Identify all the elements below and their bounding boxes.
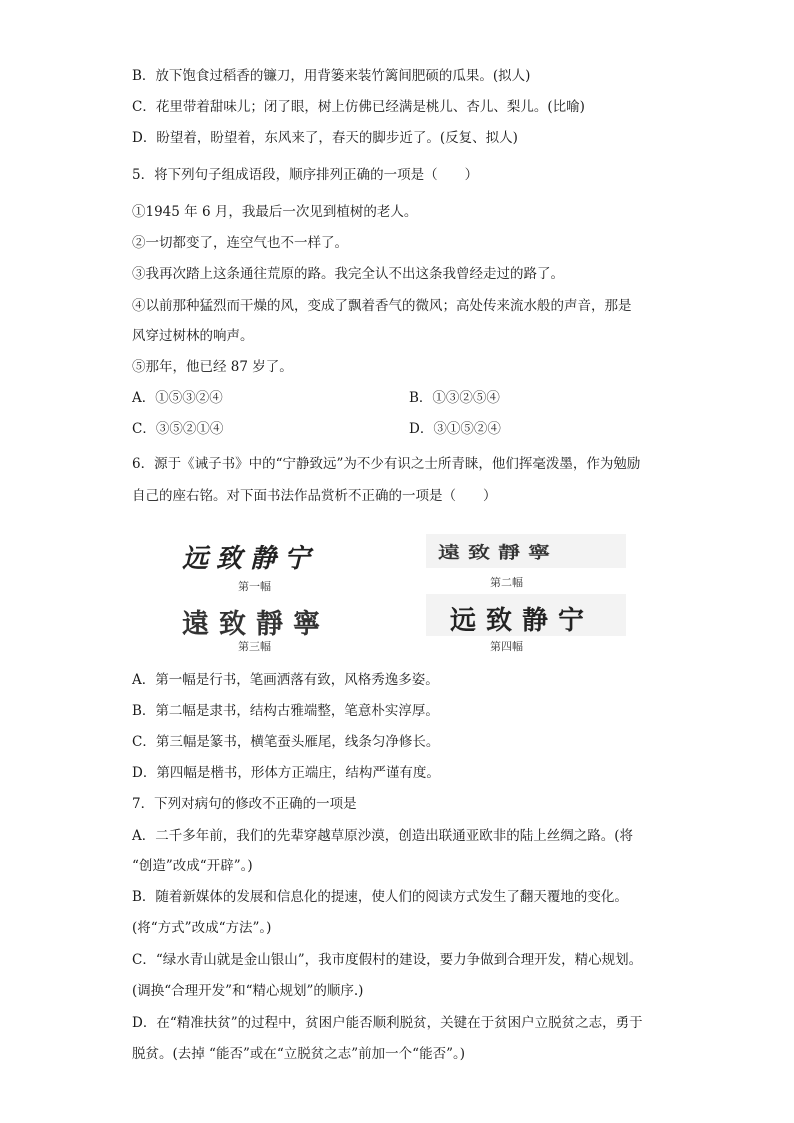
q4-option-c: C．花里带着甜味儿；闭了眼，树上仿佛已经满是桃儿、杏儿、梨儿。(比喻) [132, 99, 585, 115]
q7-option-a-fix: “创造”改成“开辟”。) [132, 858, 253, 874]
calligraphy-work-2: 遠致靜寧 [438, 542, 559, 563]
q5-option-b: B．①③②⑤④ [409, 390, 500, 406]
q5-sentence-4-cont: 风穿过树林的响声。 [132, 328, 254, 344]
q7-option-d: D．在“精准扶贫”的过程中，贫困户能否顺利脱贫，关键在于贫困户立脱贫之志，勇于 [132, 1015, 643, 1031]
q6-option-a: A．第一幅是行书，笔画洒落有致，风格秀逸多姿。 [132, 672, 439, 688]
q6-stem-line1: 6．源于《诫子书》中的“宁静致远”为不少有识之士所青睐，他们挥毫泼墨，作为勉励 [132, 456, 641, 472]
q5-option-a: A．①⑤③②④ [132, 390, 223, 406]
q7-stem: 7．下列对病句的修改不正确的一项是 [132, 796, 357, 812]
q4-option-d: D．盼望着，盼望着，东风来了，春天的脚步近了。(反复、拟人) [132, 130, 518, 146]
calligraphy-figure [150, 520, 650, 660]
q5-sentence-5: ⑤那年，他已经 87 岁了。 [132, 359, 293, 375]
q7-option-d-fix: 脱贫。(去掉 “能否”或在“立脱贫之志”前加一个“能否”。) [132, 1046, 465, 1062]
q6-option-b: B．第二幅是隶书，结构古雅端整，笔意朴实淳厚。 [132, 703, 439, 719]
calligraphy-label-2: 第二幅 [490, 576, 523, 589]
calligraphy-work-3: 遠致靜寧 [182, 609, 330, 640]
q5-sentence-3: ③我再次踏上这条通往荒原的路。我完全认不出这条我曾经走过的路了。 [132, 266, 564, 282]
q5-stem: 5．将下列句子组成语段，顺序排列正确的一项是（ ） [132, 167, 479, 183]
q7-option-a: A．二千多年前，我们的先辈穿越草原沙漠，创造出联通亚欧非的陆上丝绸之路。(将 [132, 828, 634, 844]
q7-option-c: C．“绿水青山就是金山银山”，我市度假村的建设，要力争做到合理开发，精心规划。 [132, 952, 643, 968]
calligraphy-label-4: 第四幅 [490, 640, 523, 653]
q5-sentence-2: ②一切都变了，连空气也不一样了。 [132, 235, 348, 251]
q6-stem-line2: 自己的座右铭。对下面书法作品赏析不正确的一项是（ ） [132, 488, 497, 504]
calligraphy-work-4: 远致静宁 [450, 606, 595, 636]
q5-sentence-4: ④以前那种猛烈而干燥的风，变成了飘着香气的微风；高处传来流水般的声音，那是 [132, 298, 632, 314]
q7-option-b-fix: (将“方式”改成“方法”。) [132, 920, 272, 936]
q5-sentence-1: ①1945 年 6 月，我最后一次见到植树的老人。 [132, 204, 418, 220]
calligraphy-label-1: 第一幅 [238, 580, 271, 593]
calligraphy-work-1: 远致静宁 [182, 544, 319, 574]
q4-option-b: B．放下饱食过稻香的镰刀，用背篓来装竹篱间肥硕的瓜果。(拟人) [132, 68, 531, 84]
q6-option-d: D．第四幅是楷书，形体方正端庄，结构严谨有度。 [132, 765, 440, 781]
q7-option-c-fix: (调换“合理开发”和“精心规划”的顺序.) [132, 983, 364, 999]
q6-option-c: C．第三幅是篆书，横笔蚕头雁尾，线条匀净修长。 [132, 734, 440, 750]
q5-option-c: C．③⑤②①④ [132, 421, 224, 437]
q7-option-b: B．随着新媒体的发展和信息化的提速，使人们的阅读方式发生了翻天覆地的变化。 [132, 889, 628, 905]
q5-option-d: D．③①⑤②④ [409, 421, 501, 437]
calligraphy-label-3: 第三幅 [238, 640, 271, 653]
